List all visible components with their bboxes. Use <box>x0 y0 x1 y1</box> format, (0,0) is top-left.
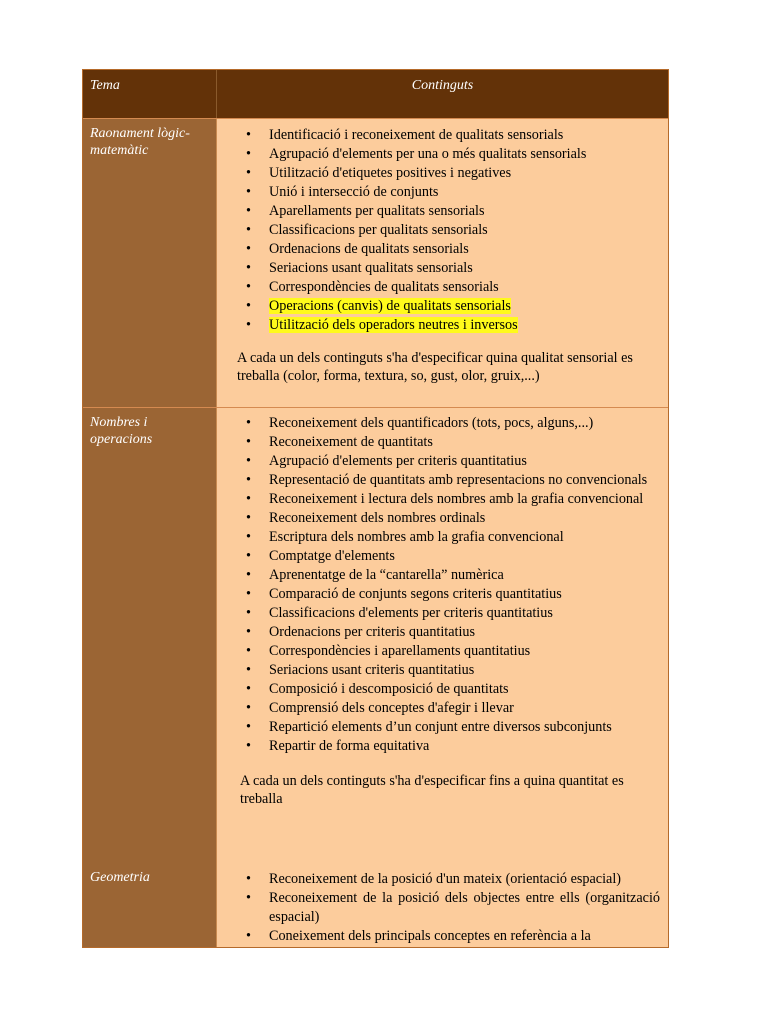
bullet-icon: • <box>246 279 251 295</box>
bullet-icon: • <box>246 890 251 906</box>
bullet-icon: • <box>246 203 251 219</box>
list-item: • Seriacions usant criteris quantitatius <box>246 662 475 678</box>
list-item: • Ordenacions de qualitats sensorials <box>246 241 469 257</box>
bullet-icon: • <box>246 146 251 162</box>
bullet-icon: • <box>246 222 251 238</box>
content-list <box>237 870 660 946</box>
bullet-icon: • <box>246 624 251 640</box>
list-item: • Comprensió dels conceptes d'afegir i llevar <box>246 700 514 716</box>
bullet-icon: • <box>246 719 251 735</box>
bullet-icon: • <box>246 681 251 697</box>
bullet-icon: • <box>246 453 251 469</box>
content-list <box>237 126 660 335</box>
list-item: • Aprenentatge de la “cantarella” numèrica <box>246 567 504 583</box>
list-item: • Escriptura dels nombres amb la grafia convencional <box>246 529 564 545</box>
bullet-icon: • <box>246 643 251 659</box>
list-item: • Utilització d'etiquetes positives i negatives <box>246 165 512 181</box>
table-header-row <box>83 70 668 118</box>
content-list <box>237 414 660 756</box>
bullet-icon: • <box>246 662 251 678</box>
bullet-icon: • <box>246 510 251 526</box>
list-item: • Classificacions d'elements per criteris quantitatius <box>246 605 553 621</box>
list-item-highlighted: • Operacions (canvis) de qualitats sensorials <box>246 298 511 314</box>
bullet-icon: • <box>246 434 251 450</box>
list-item: • Reconeixement de la posició dels objectes entre ells (organització espacial) <box>246 890 660 925</box>
list-item: • Agrupació d'elements per criteris quantitatius <box>246 453 527 469</box>
list-item: • Classificacions per qualitats sensorials <box>246 222 488 238</box>
list-item: • Unió i intersecció de conjunts <box>246 184 439 200</box>
list-item: • Identificació i reconeixement de qualitats sensorials <box>246 127 564 143</box>
continguts-cell <box>217 119 668 407</box>
content-note: A cada un dels continguts s'ha d'especificar quina qualitat sensorial es treballa (color, forma, textura, so, gust, olor, gruix,...) <box>237 350 633 384</box>
list-item: • Representació de quantitats amb representacions no convencionals <box>246 472 648 488</box>
bullet-icon: • <box>246 241 251 257</box>
continguts-cell <box>217 863 668 948</box>
tema-cell: Raonament lògic-matemàtic <box>83 119 217 407</box>
bullet-icon: • <box>246 317 251 333</box>
list-item: • Coneixement dels principals conceptes en referència a la <box>246 928 591 944</box>
bullet-icon: • <box>246 127 251 143</box>
continguts-cell <box>217 408 668 863</box>
list-item: • Aparellaments per qualitats sensorials <box>246 203 485 219</box>
table-row <box>83 118 668 407</box>
bullet-icon: • <box>246 567 251 583</box>
header-tema: Tema <box>83 70 217 118</box>
list-item: • Reconeixement de quantitats <box>246 434 433 450</box>
bullet-icon: • <box>246 298 251 314</box>
list-item: • Comptatge d'elements <box>246 548 395 564</box>
list-item: • Comparació de conjunts segons criteris quantitatius <box>246 586 562 602</box>
list-item-highlighted: • Utilització dels operadors neutres i inversos <box>246 317 518 333</box>
list-item: • Reconeixement dels quantificadors (tots, pocs, alguns,...) <box>246 415 594 431</box>
bullet-icon: • <box>246 700 251 716</box>
bullet-icon: • <box>246 491 251 507</box>
bullet-icon: • <box>246 738 251 754</box>
bullet-icon: • <box>246 184 251 200</box>
content-table <box>82 69 669 948</box>
list-item: • Ordenacions per criteris quantitatius <box>246 624 476 640</box>
bullet-icon: • <box>246 415 251 431</box>
list-item: • Correspondències i aparellaments quantitatius <box>246 643 531 659</box>
bullet-icon: • <box>246 260 251 276</box>
bullet-icon: • <box>246 586 251 602</box>
bullet-icon: • <box>246 928 251 944</box>
list-item: • Repartició elements d’un conjunt entre diversos subconjunts <box>246 719 612 735</box>
list-item: • Composició i descomposició de quantitats <box>246 681 509 697</box>
list-item: • Correspondències de qualitats sensorials <box>246 279 499 295</box>
list-item: • Reconeixement dels nombres ordinals <box>246 510 486 526</box>
bullet-icon: • <box>246 165 251 181</box>
list-item: • Agrupació d'elements per una o més qualitats sensorials <box>246 146 587 162</box>
header-continguts: Continguts <box>411 78 474 93</box>
table-row <box>83 407 668 863</box>
tema-cell: Geometria <box>83 863 217 948</box>
bullet-icon: • <box>246 871 251 887</box>
table-row <box>83 863 668 948</box>
bullet-icon: • <box>246 548 251 564</box>
tema-cell: Nombres i operacions <box>83 408 217 863</box>
bullet-icon: • <box>246 529 251 545</box>
list-item: • Reconeixement de la posició d'un mateix (orientació espacial) <box>246 871 621 887</box>
bullet-icon: • <box>246 472 251 488</box>
list-item: • Repartir de forma equitativa <box>246 738 430 754</box>
list-item: • Reconeixement i lectura dels nombres amb la grafia convencional <box>246 491 644 507</box>
list-item: • Seriacions usant qualitats sensorials <box>246 260 473 276</box>
bullet-icon: • <box>246 605 251 621</box>
content-note: A cada un dels continguts s'ha d'especificar fins a quina quantitat es treballa <box>240 773 624 807</box>
